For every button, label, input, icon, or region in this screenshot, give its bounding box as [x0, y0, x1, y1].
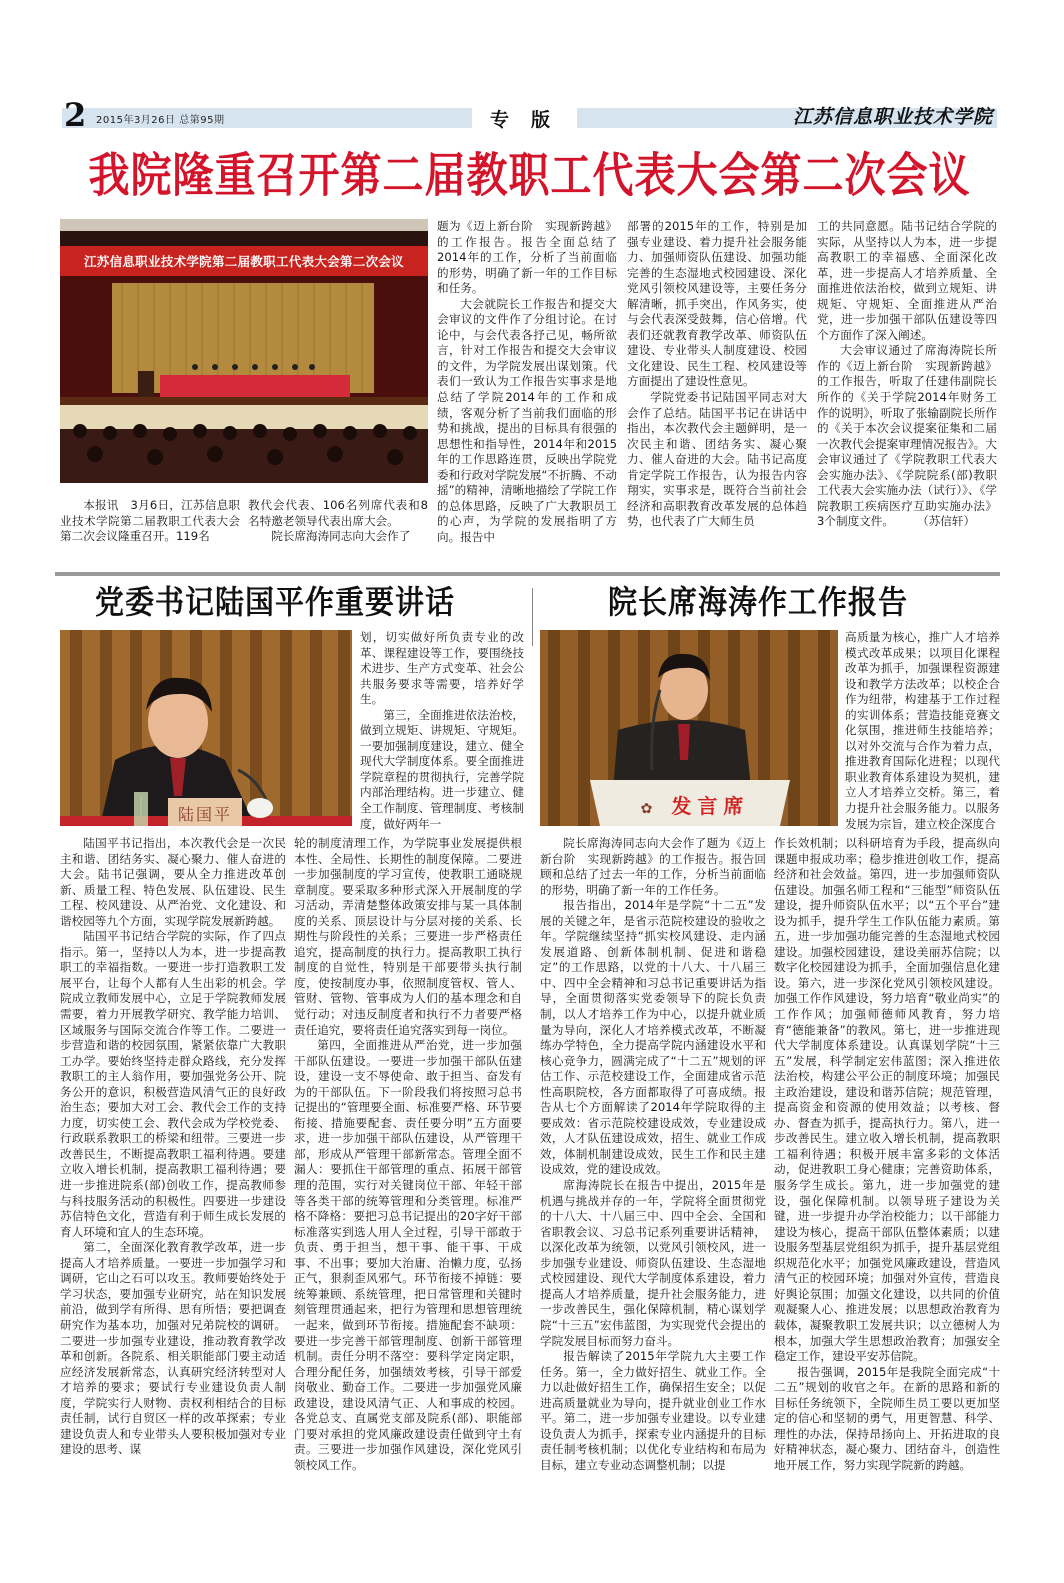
page-number: 2	[64, 96, 87, 134]
paragraph: 报告强调，2015年是我院全面完成“十二五”规划的收官之年。在新的思路和新的目标任务统领下，全院师生员工要以更加坚定的信心和坚韧的勇气，用更智慧、科学、理性的办法，保持昂扬向上、开拓进取的良好精神状态，凝心聚力、团结奋斗，创造性地开展工作，努力实现学院新的跨越。	[774, 1364, 1000, 1472]
speaker-xi-photo	[540, 630, 838, 826]
paragraph: 席海涛院长在报告中提出，2015年是机遇与挑战并存的一年，学院将全面贯彻党的十八大、十八届三中、四中全会、全国和省职教会议、习总书记系列重要讲话精神，以深化改革为统领，以党风引领校风，进一步加强专业建设、师资队伍建设、生态湿地式校园建设、现代大学制度体系建设，着力提高人才培养质量，提升社会服务能力，进一步改善民生，强化保障机制，精心谋划学院“十三五”宏伟蓝图，为实现党代会提出的学院发展目标而努力奋斗。	[540, 1178, 766, 1348]
left-article-beside-photo	[360, 630, 524, 832]
paragraph: 学院党委书记陆国平同志对大会作了总结。陆国平书记在讲话中指出，本次教代会主题鲜明，是一次民主和谐、团结务实、凝心聚力、催人奋进的大会。陆书记高度肯定学院工作报告，认为报告内容翔实，实事求是，既符合当前社会经济和高职教育改革发展的总体趋势，也代表了广大师生员	[627, 390, 807, 529]
meeting-banner-text: 江苏信息职业技术学院第二届教职工代表大会第二次会议	[83, 254, 404, 269]
left-article-col2	[294, 836, 522, 1473]
column-divider	[532, 588, 533, 646]
paragraph: 陆国平书记结合学院的实际，作了四点指示。第一，坚持以人为本，进一步提高教职工的幸福指数。一要进一步打造教职工发展平台，让每个人都有人生出彩的机会。学院成立教师发展中心，立足于学院教师发展需要，着力开展教学研究、教学能力培训、区域服务与国际交流合作等工作。二要进一步营造和谐的校园氛围，紧紧依靠广大教职工办学。要始终坚持走群众路线，充分发挥教职工的主人翁作用，要加强党务公开、院务公开的意识，积极营造风清气正的良好政治生态；要加大对工会、教代会工作的支持力度，切实使工会、教代会成为学校党委、行政联系教职工的桥梁和纽带。三要进一步改善民生，不断提高教职工福利待遇。要建立收入增长机制，提高教职工福利待遇；要进一步推进院系(部)创收工作，提高教师参与科技服务活动的积极性。四要进一步建设苏信特色文化，营造有利于师生成长发展的育人环境和宜人的生态环境。	[60, 929, 286, 1239]
paragraph: 工的共同意愿。陆书记结合学院的实际，从坚持以人为本，进一步提高教职工的幸福感、全面深化改革，进一步提高人才培养质量、全面推进依法治校，做到立规矩、讲规矩、守规矩、全面推进从严治党，进一步加强干部队伍建设等四个方面作了深入阐述。	[817, 219, 997, 342]
paragraph: 部署的2015年的工作，特别是加强专业建设、着力提升社会服务能力、加强师资队伍建设、加强功能完善的生态湿地式校园建设、深化党风引领校风建设等，主要任务分解清晰，抓手突出，作风务实，使与会代表深受鼓舞，信心倍增。代表们还就教育教学改革、师资队伍建设、专业带头人制度建设、校园文化建设、民生工程、校风建设等方面提出了建设性意见。	[627, 219, 807, 389]
paragraph: 报告解读了2015年学院九大主要工作任务。第一，全力做好招生、就业工作。全力以赴做好招生工作，确保招生安全；以促进高质量就业为导向，提升就业创业工作水平。第二，进一步加强专业建设。以专业建设负责人为抓手，探索专业内涵提升的目标责任制考核机制；以优化专业结构和布局为目标，建立专业动态调整机制；以提	[540, 1349, 766, 1472]
left-article-headline: 党委书记陆国平作重要讲话	[95, 583, 456, 621]
paragraph: 院长席海涛同志向大会作了题为《迈上新台阶 实现新跨越》的工作报告。报告回顾和总结了过去一年的工作，分析当前面临的形势，明确了新一年的工作任务。	[540, 836, 766, 897]
paragraph: 陆国平书记指出，本次教代会是一次民主和谐、团结务实、凝心聚力、催人奋进的大会。陆书记强调，要从全力推进改革创新、质量工程、特色发展、队伍建设、民生工程、校风建设、从严治党、文化建设、和谐校园等九个方面，实现学院发展新跨越。	[60, 836, 286, 928]
paragraph: 作长效机制；以科研培育为手段，提高纵向课题申报成功率；稳步推进创收工作，提高经济和社会效益。第四，进一步加强师资队伍建设。加强名师工程和“三能型”师资队伍建设，提升师资队伍水平；以“五个平台”建设为抓手，提升学生工作队伍能力素质。第五，进一步加强功能完善的生态湿地式校园建设。加强校园建设，建设美丽苏信院；以数字化校园建设为抓手，全面加强信息化建设。第六，进一步深化党风引领校风建设。加强工作作风建设，努力培育“敬业尚实”的工作作风；加强师德师风教育，努力培育“德能兼备”的教风。第七，进一步推进现代大学制度体系建设。认真谋划学院“十三五”发展，科学制定宏伟蓝图；深入推进依法治校，构建公平公正的制度环境；加强民主政治建设，建设和谐苏信院；规范管理，提高资金和资源的使用效益；以考核、督办、督查为抓手，提高执行力。第八，进一步改善民生。建立收入增长机制，提高教职工福利待遇；积极开展丰富多彩的文体活动，促进教职工身心健康；完善资助体系，服务学生成长。第九，进一步加强党的建设，强化保障机制。以领导班子建设为关键，进一步提升办学治校能力；以干部能力建设为核心，提高干部队伍整体素质；以建设服务型基层党组织为抓手，提升基层党组织规范化水平；加强党风廉政建设，营造风清气正的校园环境；加强对外宣传，营造良好舆论氛围；加强文化建设，以共同的价值观凝聚人心、推进发展；以思想政治教育为载体，凝聚教职工发展共识；以立德树人为根本，加强大学生思想政治教育；加强安全稳定工作，建设平安苏信院。	[774, 836, 1000, 1364]
main-article-col1	[60, 498, 240, 545]
right-article-headline: 院长席海涛作工作报告	[608, 583, 909, 621]
meeting-photo	[60, 219, 428, 483]
paragraph: 大会审议通过了席海涛院长所作的《迈上新台阶 实现新跨越》的工作报告，听取了任建伟副院长所作的《关于学院2014年财务工作的说明》，听取了张输副院长所作的《关于本次会议提案征集和二届一次教代会提案审理情况报告》。大会审议通过了《学院教职工代表大会实施办法》、《学院院系(部)教职工代表大会实施办法（试行）》、《学院教职工疾病医疗互助实施办法》3个制度文件。 （苏信轩）	[817, 343, 997, 529]
paragraph: 教代会代表、106名列席代表和8名特邀老领导代表出席大会。	[248, 498, 428, 528]
paper-name-logo: 江苏信息职业技术学院	[792, 106, 993, 128]
paragraph: 第三，全面推进依法治校，做到立规矩、讲规矩、守规矩。一要加强制度建设，建立、健全现代大学制度体系。要全面推进学院章程的贯彻执行，完善学院内部治理结构。进一步建立、健全工作制度、管理制度、考核制度，做好两年一	[360, 707, 524, 831]
main-article-col5	[817, 219, 997, 530]
section-label: 专版	[490, 109, 573, 131]
paragraph: 本报讯 3月6日，江苏信息职业技术学院第二届教职工代表大会第二次会议隆重召开。119名	[60, 498, 240, 544]
paragraph: 轮的制度清理工作，为学院事业发展提供根本性、全局性、长期性的制度保障。二要进一步加强制度的学习宣传，使教职工通晓规章制度。要采取多种形式深入开展制度的学习活动，弄清楚整体政策安排与某一具体制度的关系、顶层设计与分层对接的关系、长期性与阶段性的关系；三要进一步严格责任追究，提高制度的执行力。提高教职工执行制度的自觉性，特别是干部要带头执行制度，使按制度办事，依照制度管权、管人、管财、管物、管事成为人们的基本理念和自觉行动；对违反制度者和执行不力者要严格责任追究，要将责任追究落实到每一岗位。	[294, 836, 522, 1037]
paragraph: 题为《迈上新台阶 实现新跨越》的工作报告。报告全面总结了2014年的工作，分析了当前面临的形势，明确了新一年的工作目标和任务。	[437, 219, 617, 296]
right-article-col2	[774, 836, 1000, 1473]
speaker-lu-photo	[60, 630, 352, 826]
paragraph: 第四，全面推进从严治党，进一步加强干部队伍建设。一要进一步加强干部队伍建设，建设一支不辱使命、敢于担当、奋发有为的干部队伍。下一阶段我们将按照习总书记提出的“管理要全面、标准要严格、环节要衔接、措施要配套、责任要分明”五方面要求，进一步加强干部队伍建设，从严管理干部，形成从严管理干部新常态。管理全面不漏人：要抓住干部管理的重点、拓展干部管理的范围，实行对关键岗位干部、年轻干部等各类干部的统筹管理和分类管理。标准严格不降格：要把习总书记提出的20字好干部标准落实到选人用人全过程，引导干部敢于负责、勇于担当，想干事、能干事、干成事、不出事；要加大治庸、治懒力度，弘扬正气，狠刹歪风邪气。环节衔接不掉链：要统筹兼顾、系统管理，把日常管理和关键时刻管理贯通起来，把行为管理和思想管理统一起来，做到环节衔接。措施配套不缺项：要进一步完善干部管理制度、创新干部管理机制。责任分明不落空：要科学定岗定职，合理分配任务，加强绩效考核，引导干部爱岗敬业、勤奋工作。二要进一步加强党风廉政建设，建设风清气正、人和事成的校园。各党总支、直属党支部及院系(部)、职能部门要对承担的党风廉政建设责任做到守土有责。三要进一步加强作风建设，深化党风引领校风工作。	[294, 1038, 522, 1472]
speaker-lu-illustration	[60, 630, 352, 826]
paragraph: 院长席海涛同志向大会作了	[271, 529, 411, 544]
paragraph: 大会就院长工作报告和提交大会审议的文件作了分组讨论。在讨论中，与会代表各抒己见，畅所欲言，针对工作报告和提交大会审议的文件，为学院发展出谋划策。代表们一致认为工作报告实事求是地总结了学院2014年的工作和成绩，客观分析了当前我们面临的形势和挑战，提出的目标具有很强的思想性和指导性，2014年和2015年的工作思路连贯，反映出学院党委和行政对学院发展“不折腾、不动摇”的精神，清晰地描绘了学院工作的总体思路，反映了广大教职员工的心声，为学院的发展指明了方向。报告中	[437, 296, 617, 544]
podium-text: 发言席	[671, 794, 750, 818]
podium-emblem-icon: ✿	[640, 801, 659, 817]
section-divider	[55, 572, 1000, 576]
paragraph: 高质量为核心，推广人才培养模式改革成果；以项目化课程改革为抓手，加强课程资源建设和教学方法改革；以校企合作为纽带，构建基于工作过程的实训体系；营造技能竞赛文化氛围，推进师生技能培养；以对外交流与合作为着力点，推进教育国际化进程；以现代职业教育体系建设为契机，建立人才培养立交桥。第三，着力提升社会服务能力。以服务发展为宗旨，建立校企深度合	[845, 630, 1000, 831]
paragraph: 划，切实做好所负责专业的改革、课程建设等工作，要围绕技术进步、生产方式变革、社会公共服务要求等需要，培养好学生。	[360, 630, 524, 707]
right-article-beside-photo	[845, 630, 1000, 832]
main-article-col2	[248, 498, 428, 545]
main-article-col3	[437, 219, 617, 545]
issue-info: 2015年3月26日 总第95期	[96, 115, 225, 126]
paragraph: 第二，全面深化教育教学改革，进一步提高人才培养质量。一要进一步加强学习和调研，它山之石可以攻玉。教师要始终处于学习状态，要加强专业研究，站在知识发展前沿，做到学有所得、思有所悟；要把调查研究作为基本功，加强对兄弟院校的调研。二要进一步加强专业建设，推动教育教学改革和创新。各院系、相关职能部门要主动适应经济发展新常态，认真研究经济转型对人才培养的要求；要试行专业建设负责人制度，学院实行人财物、责权利相结合的目标责任制，试行自贸区一样的改革探索；专业建设负责人和专业带头人要积极加强对专业建设的思考、谋	[60, 1240, 286, 1457]
right-article-col1	[540, 836, 766, 1473]
nameplate-text: 陆国平	[177, 805, 232, 824]
masthead	[62, 96, 997, 134]
podium-sign	[630, 790, 760, 819]
left-article-col1	[60, 836, 286, 1458]
main-article-col4	[627, 219, 807, 530]
paragraph: 报告指出，2014年是学院“十二五”发展的关键之年，是省示范院校建设的验收之年。学院继续坚持“抓实校风建设、走内涵发展道路、创新体制机制、促进和谐稳定”的工作思路，以党的十八大、十八届三中、四中全会精神和习总书记重要讲话为指导，全面贯彻落实党委领导下的院长负责制，以人才培养工作为中心，以提升就业质量为导向，深化人才培养模式改革，不断凝练办学特色，全力提高学院内涵建设水平和核心竞争力，圆满完成了“十二五”规划的评估工作、示范校建设工作，全面建成省示范性高职院校，各方面都取得了可喜成绩。报告从七个方面解读了2014年学院取得的主要成效：省示范院校建设成效，专业建设成效，人才队伍建设成效，招生、就业工作成效，体制机制建设成效，民生工作和民主建设成效，党的建设成效。	[540, 898, 766, 1177]
main-headline: 我院隆重召开第二届教职工代表大会第二次会议	[88, 147, 971, 204]
